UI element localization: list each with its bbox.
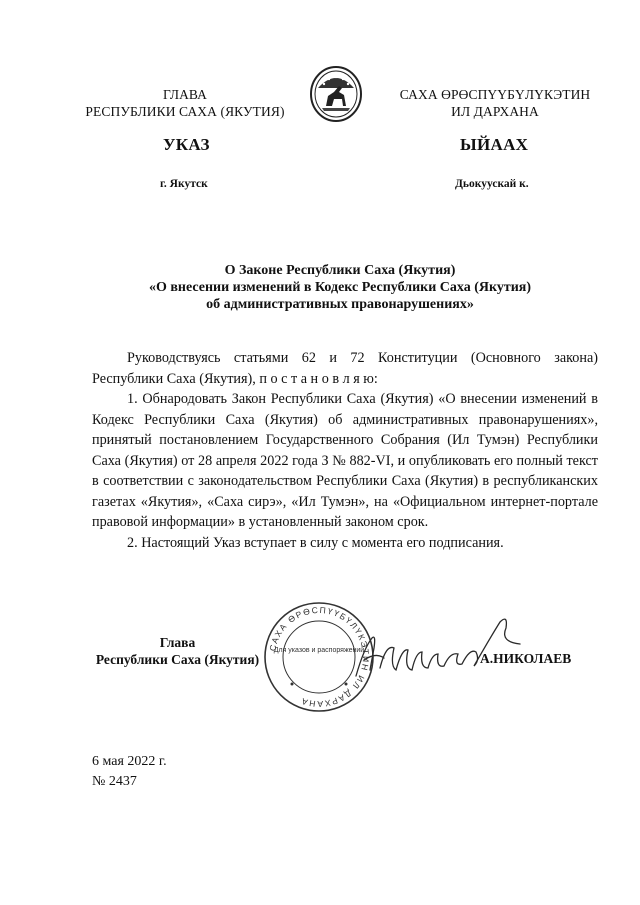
subject-line3: об административных правонарушениях» bbox=[206, 297, 474, 312]
body-item-1: 1. Обнародовать Закон Республики Саха (Якутия) «О внесении изменений в Кодекс Республики Саха (Якутия) об административных правонарушениях», принятый постановлением Государственного Собрания (Ил Тумэн) Республики Саха (Якутия) от 28 апреля 2022 года З № 882-VI, и опубликовать его полный текст в соответствии с законодательством Республики Саха (Якутия) в республиканских газетах «Якутия», «Саха сирэ», «Ил Тумэн», на «Официальном интернет-портале правовой информации» в установленный законом срок. bbox=[92, 391, 598, 530]
coat-of-arms-icon bbox=[308, 62, 364, 124]
subject-line2: «О внесении изменений в Кодекс Республики Саха (Якутия) bbox=[148, 280, 532, 295]
title-sakha: ЫЙААХ bbox=[460, 135, 529, 154]
place-ru: г. Якутск bbox=[160, 178, 208, 190]
document-subject bbox=[80, 262, 600, 313]
place-sakha: Дьокуускай к. bbox=[455, 178, 529, 190]
document-body bbox=[92, 348, 598, 553]
signature-title-line1: Глава bbox=[159, 635, 196, 650]
stamp-inner-text: Для указов и распоряжений bbox=[273, 647, 365, 654]
signature-title-line2: Республики Саха (Якутия) bbox=[95, 652, 260, 667]
signatory-name: А.НИКОЛАЕВ bbox=[480, 651, 572, 666]
handwritten-signature-icon bbox=[350, 608, 530, 688]
signature-title bbox=[85, 634, 270, 668]
stamp-outer-text: САХА ӨРӨСПҮҮБҮЛҮКЭТИН ИЛ ДАРХАНА bbox=[267, 604, 372, 710]
header-right bbox=[380, 86, 610, 120]
header-left-line1: ГЛАВА bbox=[162, 87, 208, 102]
title-ru: УКАЗ bbox=[163, 135, 210, 154]
document-date: 6 мая 2022 г. bbox=[92, 754, 167, 769]
header-right-line2: ИЛ ДАРХАНА bbox=[451, 104, 539, 119]
header-left-line2: РЕСПУБЛИКИ САХА (ЯКУТИЯ) bbox=[85, 104, 285, 119]
body-intro: Руководствуясь статьями 62 и 72 Конституции (Основного закона) Республики Саха (Якутия), п о с т а н о в л я ю: bbox=[92, 350, 598, 387]
body-item-2: 2. Настоящий Указ вступает в силу с момента его подписания. bbox=[127, 534, 504, 551]
subject-line1: О Законе Республики Саха (Якутия) bbox=[224, 263, 456, 278]
header-left bbox=[60, 86, 310, 120]
document-number: № 2437 bbox=[92, 774, 137, 789]
header-right-line1: САХА ӨРӨСПҮҮБҮЛҮКЭТИН bbox=[399, 87, 591, 102]
